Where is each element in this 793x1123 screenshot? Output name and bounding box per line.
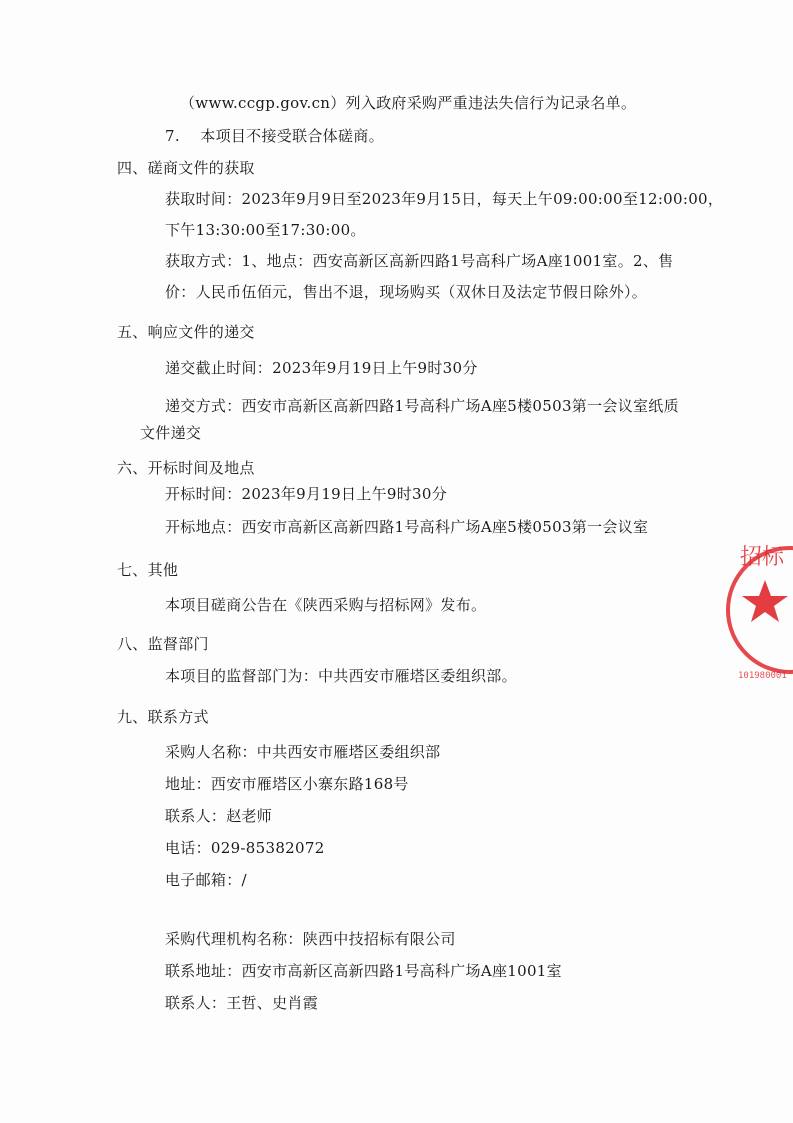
company-seal-stamp — [718, 528, 793, 698]
s8-text: 本项目的监督部门为：中共西安市雁塔区委组织部。 — [165, 667, 517, 685]
s4-method-line-1: 获取方式：1、地点：西安高新区高新四路1号高科广场A座1001室。2、售 — [165, 252, 674, 270]
agency-contact: 联系人：王哲、史肖霞 — [165, 994, 319, 1012]
s4-method-line-2: 价：人民币伍佰元，售出不退，现场购买（双休日及法定节假日除外）。 — [165, 283, 648, 301]
blacklist-note: （www.ccgp.gov.cn）列入政府采购严重违法失信行为记录名单。 — [180, 94, 637, 112]
item-7: 7. 本项目不接受联合体磋商。 — [165, 127, 384, 145]
buyer-contact: 联系人：赵老师 — [165, 807, 273, 825]
section-4-heading: 四、磋商文件的获取 — [117, 159, 255, 177]
s5-method-line-1: 递交方式：西安市高新区高新四路1号高科广场A座5楼0503第一会议室纸质 — [165, 397, 679, 415]
section-9-heading: 九、联系方式 — [117, 708, 209, 726]
agency-name: 采购代理机构名称：陕西中技招标有限公司 — [165, 930, 456, 948]
seal-text-bottom: 101980001 — [738, 671, 787, 681]
s5-method-line-2: 文件递交 — [140, 424, 202, 442]
buyer-email: 电子邮箱：/ — [165, 871, 247, 889]
section-7-heading: 七、其他 — [117, 561, 179, 579]
s4-time-line-2: 下午13:30:00至17:30:00。 — [165, 221, 366, 239]
agency-address: 联系地址：西安市高新区高新四路1号高科广场A座1001室 — [165, 962, 562, 980]
section-8-heading: 八、监督部门 — [117, 635, 209, 653]
section-6-heading: 六、开标时间及地点 — [117, 459, 255, 477]
section-5-heading: 五、响应文件的递交 — [117, 323, 255, 341]
seal-star-icon — [742, 580, 788, 622]
s4-time-line-1: 获取时间：2023年9月9日至2023年9月15日，每天上午09:00:00至12:00:00， — [165, 190, 724, 208]
s7-text: 本项目磋商公告在《陕西采购与招标网》发布。 — [165, 596, 487, 614]
buyer-phone: 电话：029-85382072 — [165, 839, 325, 857]
s6-place: 开标地点：西安市高新区高新四路1号高科广场A座5楼0503第一会议室 — [165, 518, 649, 536]
buyer-name: 采购人名称：中共西安市雁塔区委组织部 — [165, 743, 441, 761]
buyer-address: 地址：西安市雁塔区小寨东路168号 — [165, 775, 409, 793]
seal-text-top: 招标 — [740, 545, 785, 570]
s6-time: 开标时间：2023年9月19日上午9时30分 — [165, 485, 448, 503]
s5-deadline: 递交截止时间：2023年9月19日上午9时30分 — [165, 359, 478, 377]
